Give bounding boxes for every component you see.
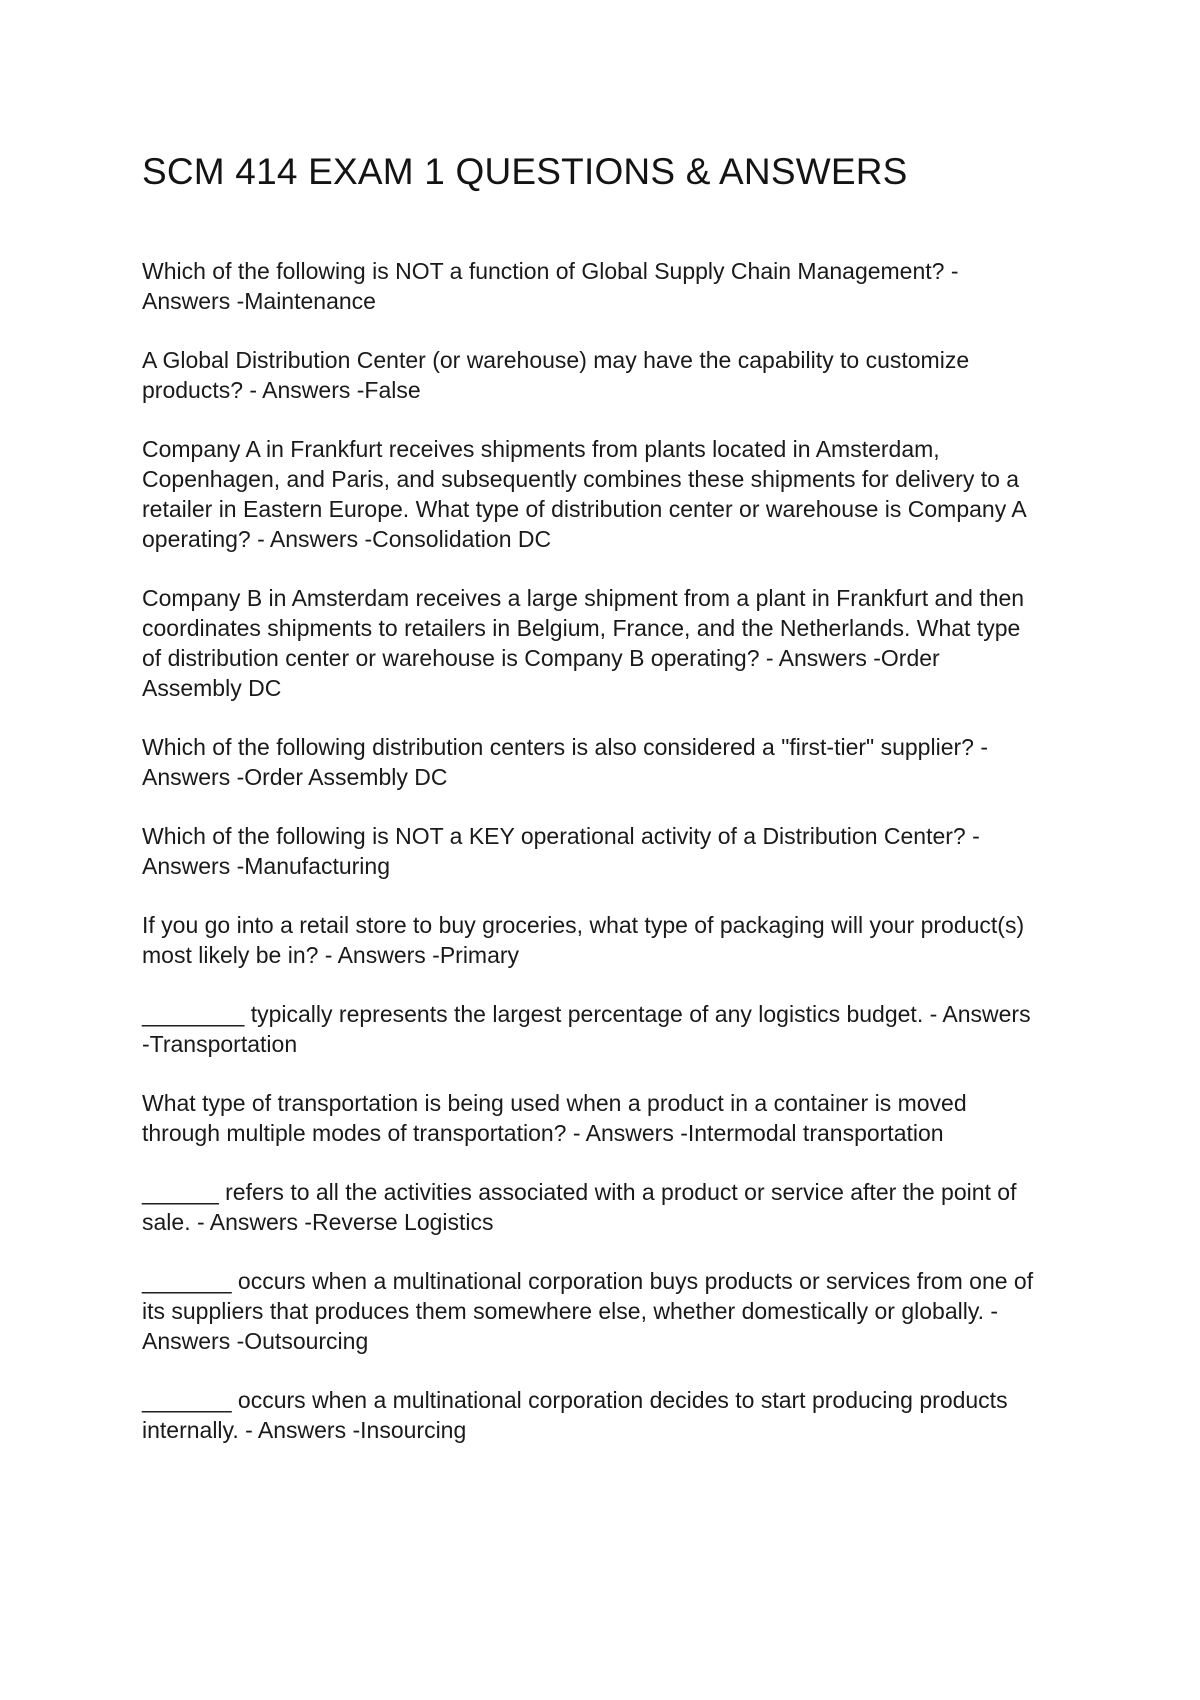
page-title: SCM 414 EXAM 1 QUESTIONS & ANSWERS	[142, 151, 908, 192]
question-answer-item: Which of the following is NOT a KEY operational activity of a Distribution Center? - Answers -Manufacturing	[142, 823, 980, 879]
question-answer-item: Which of the following distribution centers is also considered a "first-tier" supplier? - Answers -Order Assembly DC	[142, 734, 988, 790]
question-answer-item: What type of transportation is being used when a product in a container is moved through multiple modes of transportation? - Answers -Intermodal transportation	[142, 1090, 967, 1146]
question-answer-item: _______ occurs when a multinational corporation decides to start producing products internally. - Answers -Insourcing	[142, 1387, 1008, 1443]
question-answer-item: A Global Distribution Center (or warehouse) may have the capability to customize products? - Answers -False	[142, 347, 970, 403]
question-answer-item: Company B in Amsterdam receives a large shipment from a plant in Frankfurt and then coordinates shipments to retailers in Belgium, France, and the Netherlands. What type of distribution center or warehouse is Company B operating? - Answers -Order Assembly DC	[142, 585, 1025, 701]
question-answer-item: ________ typically represents the largest percentage of any logistics budget. - Answers -Transportation	[142, 1001, 1031, 1057]
question-answer-item: Which of the following is NOT a function of Global Supply Chain Management? - Answers -Maintenance	[142, 258, 959, 314]
question-answer-list	[142, 256, 1070, 1474]
question-answer-item: Company A in Frankfurt receives shipments from plants located in Amsterdam, Copenhagen, and Paris, and subsequently combines these shipments for delivery to a retailer in Eastern Europe. What type of distribution center or warehouse is Company A operating? - Answers -Consolidation DC	[142, 436, 1027, 552]
question-answer-item: If you go into a retail store to buy groceries, what type of packaging will your product(s) most likely be in? - Answers -Primary	[142, 912, 1025, 968]
question-answer-item: ______ refers to all the activities associated with a product or service after the point of sale. - Answers -Reverse Logistics	[142, 1179, 1017, 1235]
question-answer-item: _______ occurs when a multinational corporation buys products or services from one of its suppliers that produces them somewhere else, whether domestically or globally. - Answers -Outsourcing	[142, 1268, 1034, 1354]
